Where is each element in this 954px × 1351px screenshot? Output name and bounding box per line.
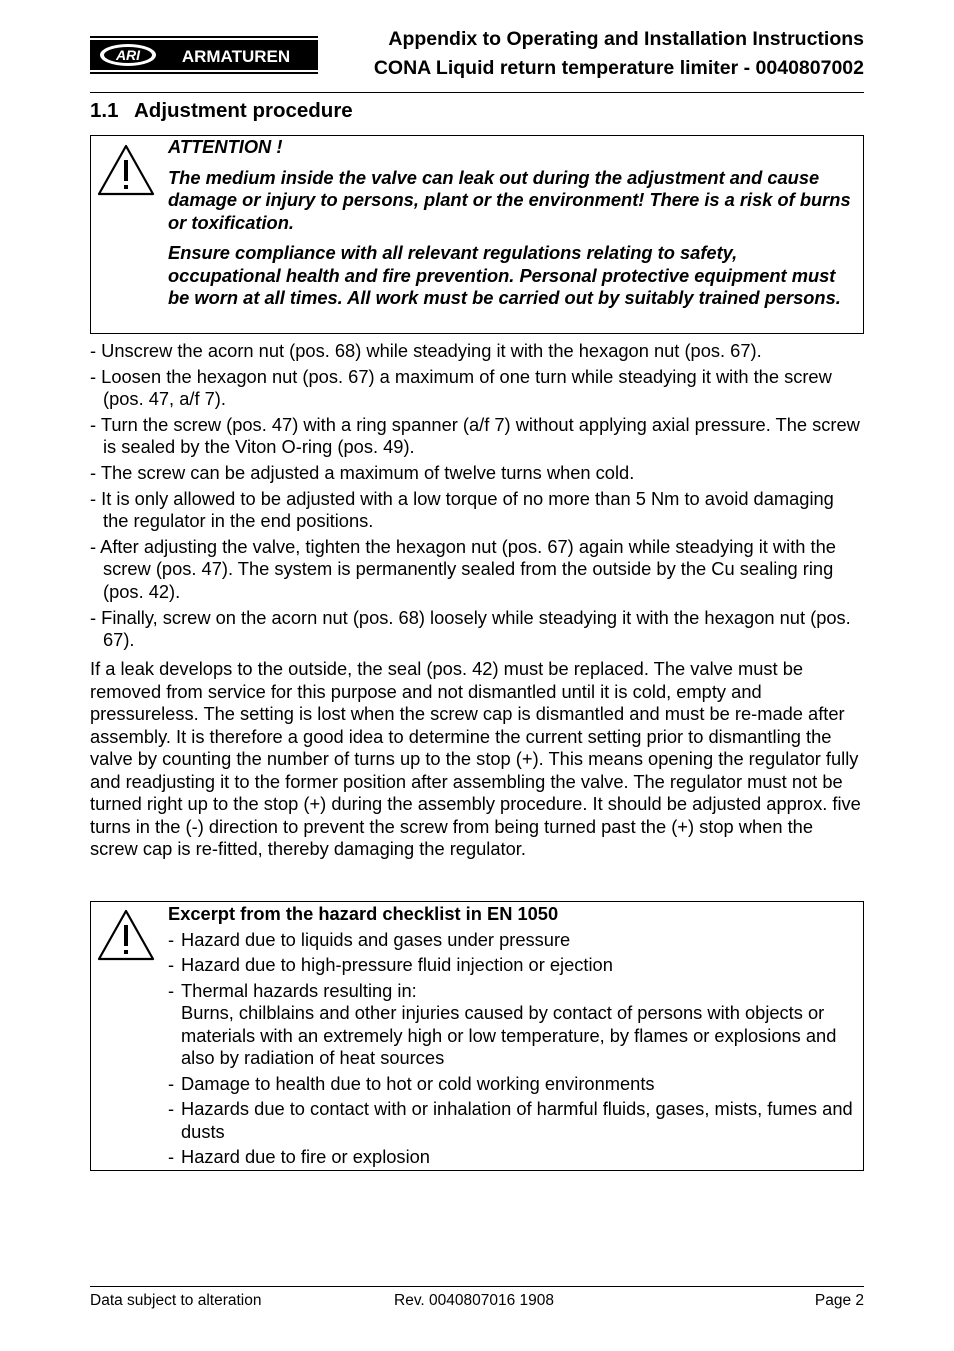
- page-header: [90, 26, 864, 93]
- section-number: 1.1: [90, 99, 119, 122]
- footer-divider: [90, 1286, 864, 1287]
- list-item: - Thermal hazards resulting in: Burns, chilblains and other injuries caused by contact of persons with objects or materials with an extremely high or low temperature, by flames or explosions and also by radiation of heat sources: [168, 980, 855, 1070]
- list-item: - Unscrew the acorn nut (pos. 68) while steadying it with the hexagon nut (pos. 67).: [90, 340, 762, 361]
- leak-paragraph: If a leak develops to the outside, the seal (pos. 42) must be replaced. The valve must be removed from service for this purpose and not dismantled until it is cold, empty and pressureless. The setting is lost when the screw cap is dismantled and must be re-made after assembly. It is therefore a good idea to determine the current setting prior to dismantling the valve by counting the number of turns up to the stop (+). This means opening the regulator fully and readjusting it to the former position after assembling the valve. The regulator must not be turned right up to the stop (+) during the assembly procedure. It should be adjusted approx. five turns in the (-) direction to prevent the screw from being turned past the (+) stop when the screw cap is re-fitted, thereby damaging the regulator.: [90, 658, 861, 859]
- list-item: - Turn the screw (pos. 47) with a ring spanner (a/f 7) without applying axial pressure. The screw is sealed by the Viton O-ring (pos. 49).: [90, 413, 860, 458]
- warning-triangle-icon: [97, 144, 155, 196]
- list-item: - It is only allowed to be adjusted with a low torque of no more than 5 Nm to avoid damaging the regulator in the end positions.: [90, 487, 834, 532]
- list-item: - Hazards due to contact with or inhalation of harmful fluids, gases, mists, fumes and dusts: [168, 1098, 853, 1142]
- ari-armaturen-logo: [90, 36, 318, 74]
- list-item: - Loosen the hexagon nut (pos. 67) a maximum of one turn while steadying it with the screw (pos. 47, a/f 7).: [90, 365, 832, 410]
- list-item: - The screw can be adjusted a maximum of twelve turns when cold.: [90, 462, 635, 484]
- attention-paragraph: Ensure compliance with all relevant regulations relating to safety, occupational health and fire prevention. Personal protective equipment must be worn at all times. All work must be carried out by suitably trained persons.: [168, 242, 841, 308]
- section-title: Adjustment procedure: [134, 99, 353, 122]
- hazard-subtext: Burns, chilblains and other injuries caused by contact of persons with objects or materials with an extremely high or low temperature, by flames or explosions and also by radiation of heat sources: [181, 1002, 837, 1068]
- page-number: Page 2: [814, 1292, 864, 1309]
- hazard-text: [168, 903, 855, 1169]
- attention-title: ATTENTION !: [168, 136, 283, 157]
- hazard-box: [90, 901, 864, 1171]
- list-item: - Finally, screw on the acorn nut (pos. 68) loosely while steadying it with the hexagon nut (pos. 67).: [90, 606, 851, 651]
- warning-triangle-icon: [97, 909, 155, 961]
- document-title-line-2: CONA Liquid return temperature limiter - 0040807002: [373, 57, 864, 79]
- attention-text: [168, 136, 855, 318]
- document-title-line-1: Appendix to Operating and Installation Instructions: [388, 28, 864, 50]
- list-item: - After adjusting the valve, tighten the hexagon nut (pos. 67) again while steadying it with the screw (pos. 47). The system is permanently sealed from the outside by the Cu sealing ring (pos. 42).: [90, 535, 836, 602]
- adjustment-steps-list: [90, 340, 864, 655]
- attention-paragraph: The medium inside the valve can leak out during the adjustment and cause damage or injury to persons, plant or the environment! There is a risk of burns or toxification.: [168, 166, 851, 233]
- list-item: - Hazard due to liquids and gases under pressure: [168, 928, 571, 950]
- list-item: - Damage to health due to hot or cold working environments: [168, 1072, 655, 1094]
- hazard-heading: Excerpt from the hazard checklist in EN 1050: [168, 903, 559, 924]
- svg-text:ARI: ARI: [115, 47, 141, 63]
- list-item: - Hazard due to fire or explosion: [168, 1146, 430, 1167]
- footer-revision: Rev. 0040807016 1908: [394, 1292, 555, 1309]
- hazard-list: [168, 929, 855, 1169]
- footer-notice: Data subject to alteration: [90, 1292, 262, 1309]
- list-item: - Hazard due to high-pressure fluid injection or ejection: [168, 954, 613, 975]
- attention-box: [90, 135, 864, 334]
- svg-text:ARMATUREN: ARMATUREN: [181, 47, 291, 66]
- section-heading: [90, 99, 353, 123]
